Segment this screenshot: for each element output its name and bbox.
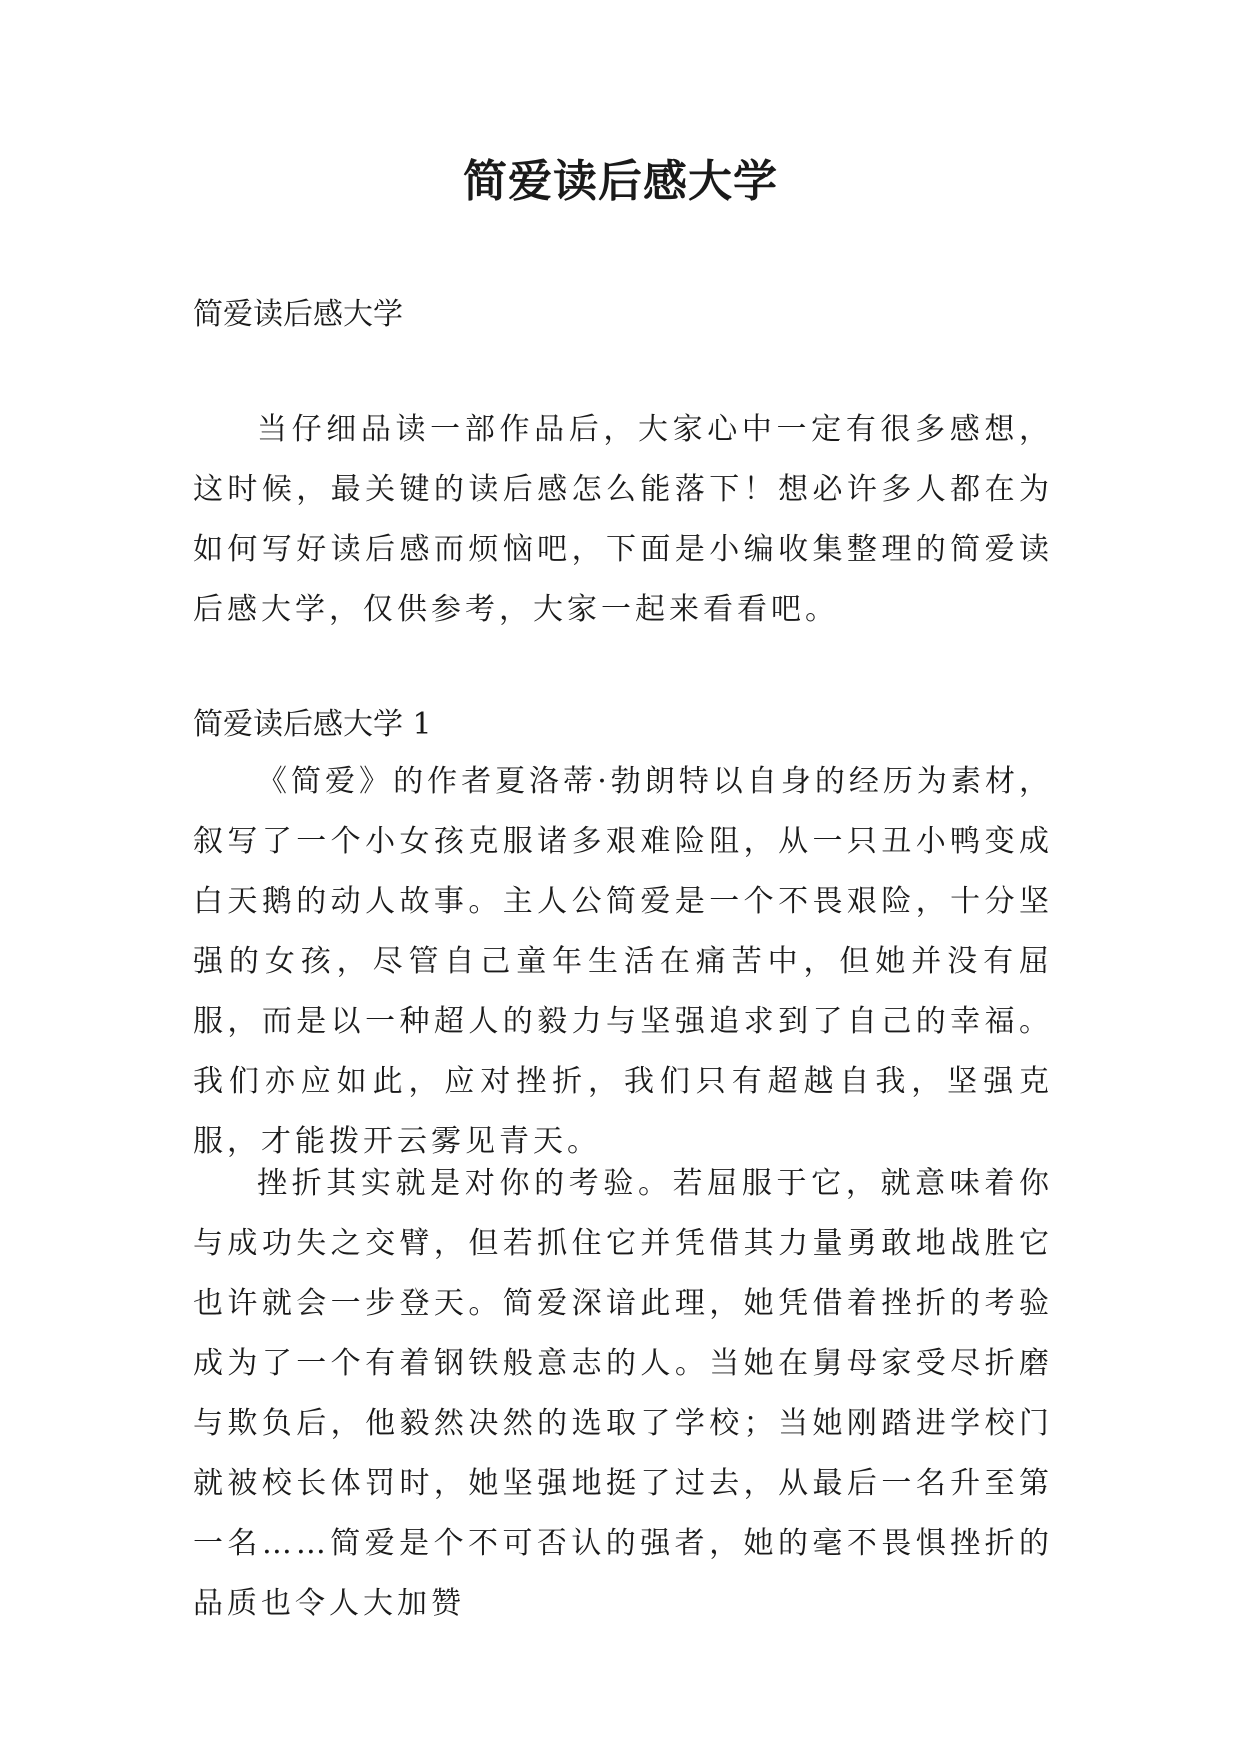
intro-paragraph: 当仔细品读一部作品后，大家心中一定有很多感想，这时候，最关键的读后感怎么能落下！想必许多人都在为如何写好读后感而烦恼吧，下面是小编收集整理的简爱读后感大学，仅供参考，大家一起来看看吧。 <box>193 412 1053 627</box>
document-subtitle: 简爱读后感大学 <box>193 297 403 332</box>
document-title: 简爱读后感大学 <box>463 156 778 207</box>
section-heading: 简爱读后感大学 1 <box>193 707 432 742</box>
body-paragraph: 挫折其实就是对你的考验。若屈服于它，就意味着你与成功失之交臂，但若抓住它并凭借其力量勇敢地战胜它也许就会一步登天。简爱深谙此理，她凭借着挫折的考验成为了一个有着钢铁般意志的人。当她在舅母家受尽折磨与欺负后，他毅然决然的选取了学校；当她刚踏进学校门就被校长体罚时，她坚强地挺了过去，从最后一名升至第一名……简爱是个不可否认的强者，她的毫不畏惧挫折的品质也令人大加赞 <box>193 1166 1053 1621</box>
body-paragraph: 《简爱》的作者夏洛蒂·勃朗特以自身的经历为素材，叙写了一个小女孩克服诸多艰难险阻，从一只丑小鸭变成白天鹅的动人故事。主人公简爱是一个不畏艰险，十分坚强的女孩，尽管自己童年生活在痛苦中，但她并没有屈服，而是以一种超人的毅力与坚强追求到了自己的幸福。我们亦应如此，应对挫折，我们只有超越自我，坚强克服，才能拨开云雾见青天。 <box>193 764 1053 1159</box>
